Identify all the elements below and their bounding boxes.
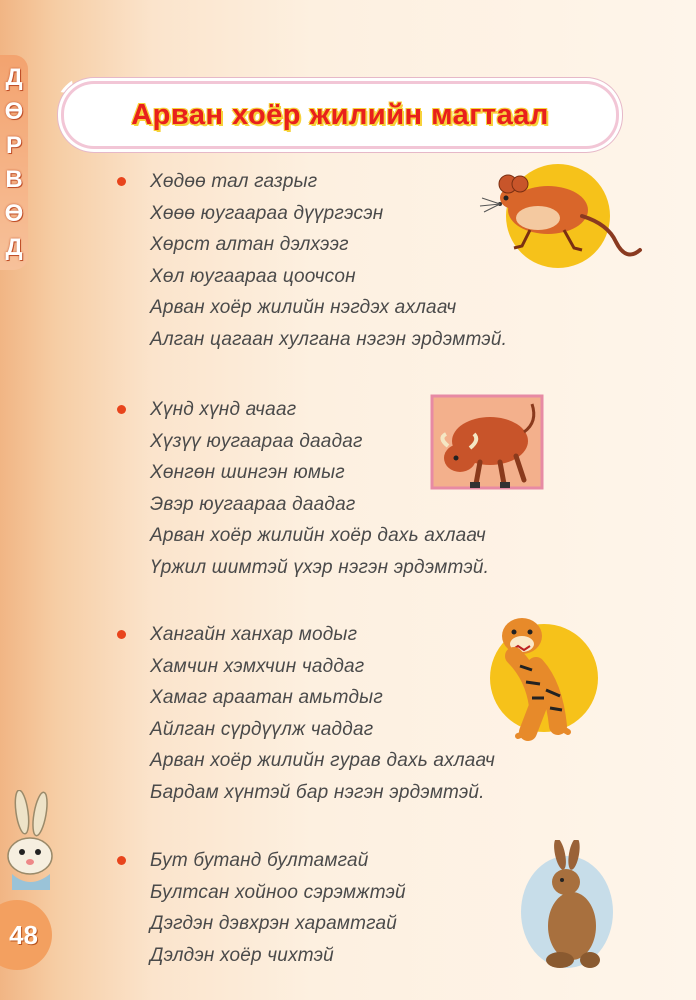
poem-line: Хамчин хэмхчин чаддаг [150,655,365,677]
side-letter: Д [5,234,23,261]
side-letter: Ө [4,200,24,227]
poem-line: Бардам хүнтэй бар нэгэн эрдэмтэй. [150,781,485,803]
rabbit-illustration [512,840,622,980]
small-rabbit-illustration [0,790,66,900]
poem-line: Айлган сүрдүүлж чаддаг [150,718,374,740]
poem-line: Арван хоёр жилийн хоёр дахь ахлаач [150,525,486,547]
tiger-illustration [474,606,600,742]
page-number: 48 [0,900,52,970]
poem-line: Үржил шимтэй үхэр нэгэн эрдэмтэй. [150,556,490,578]
side-letter: Р [5,132,22,159]
poem-line: Хүнд хүнд ачааг [150,399,297,420]
bullet-icon [117,405,126,414]
poem-line: Хангайн ханхар модыг [150,624,358,645]
stanza-mouse [120,166,507,356]
stanza-tiger [120,619,495,809]
poem-line: Бут бутанд бултамгай [150,850,369,871]
bullet-icon [117,177,126,186]
poem-line: Арван хоёр жилийн гурав дахь ахлаач [150,750,496,772]
poem-line: Хөл юугаараа цоочсон [150,265,356,287]
bullet-icon [117,630,126,639]
poem-line: Хөнгөн шингэн юмыг [150,462,345,484]
side-letter: Д [5,64,23,91]
poem-line: Дэлдэн хоёр чихтэй [150,944,334,966]
poem-line: Арван хоёр жилийн нэгдэх ахлаач [150,297,457,319]
poem-line: Эвэр юугаараа даадаг [150,493,356,515]
poem-line: Алган цагаан хулгана нэгэн эрдэмтэй. [150,328,508,350]
side-letter: Ө [4,98,24,125]
mouse-illustration [478,158,648,278]
poem-line: Хөдөө тал газрыг [150,171,318,192]
title-banner [64,84,616,146]
page-title: Арван хоёр жилийн магтаал [131,98,549,131]
poem-line: Хөрст алтан дэлхээг [150,234,349,256]
ox-illustration [420,386,550,496]
stanza-rabbit [120,845,406,971]
poem-line: Бултсан хойноо сэрэмжтэй [150,881,406,903]
poem-line: Хүзүү юугаараа даадаг [150,430,363,452]
poem-line: Дэгдэн дэвхрэн харамтгай [150,913,398,935]
poem-line: Хөөө юугаараа дүүргэсэн [150,202,384,224]
poem-line: Хамаг араатан амьтдыг [150,687,383,709]
side-letter: В [5,166,23,193]
side-label [2,62,26,264]
bullet-icon [117,856,126,865]
